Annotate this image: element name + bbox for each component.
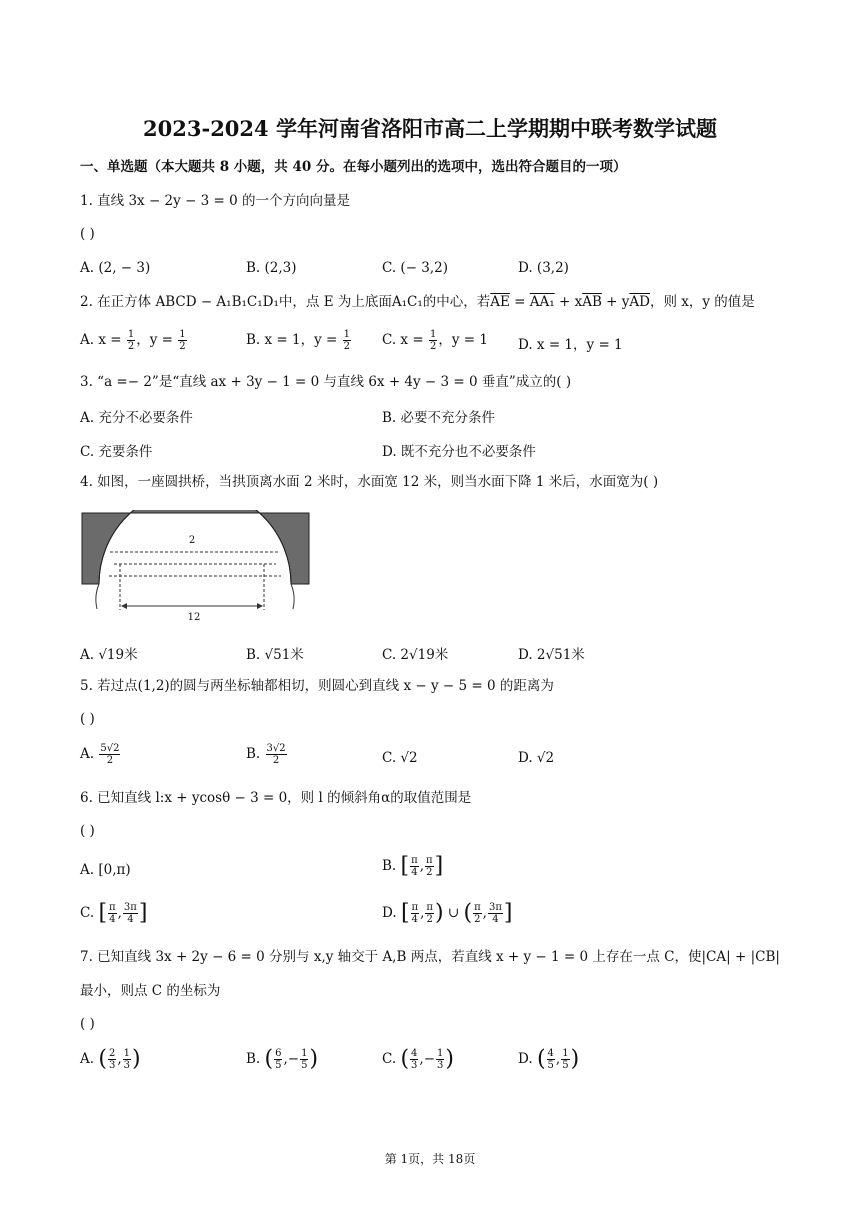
fraction xyxy=(488,902,503,925)
minus-sign: − xyxy=(423,1051,436,1067)
option-label: B. xyxy=(382,858,401,874)
question-4-option-a: A. √19米 xyxy=(80,647,138,663)
numerator: 3π xyxy=(488,902,502,913)
paren-close: ) xyxy=(445,1046,454,1072)
fraction xyxy=(425,902,434,925)
denominator: 4 xyxy=(411,914,418,925)
denominator: 2 xyxy=(343,341,350,352)
fraction xyxy=(561,1048,569,1071)
denominator: 2 xyxy=(106,755,114,766)
arch-curve xyxy=(99,510,291,584)
question-2-option-b xyxy=(246,328,352,352)
question-7-answer-blank: ( ) xyxy=(80,1016,95,1032)
question-3-option-a: A. 充分不必要条件 xyxy=(80,410,193,426)
fraction xyxy=(127,329,135,352)
vector-ae: $\overline{AE}$ xyxy=(490,294,510,310)
fraction xyxy=(99,743,120,766)
question-6-option-b xyxy=(382,855,443,878)
fraction xyxy=(429,329,437,352)
denominator: 5 xyxy=(301,1060,308,1071)
comma: , xyxy=(419,1051,424,1067)
numerator: 1 xyxy=(562,1048,569,1059)
paren-close: ) xyxy=(131,1046,141,1072)
question-5-option-b xyxy=(246,743,288,766)
denominator: 3 xyxy=(411,1060,418,1071)
question-7-option-d xyxy=(518,1048,579,1071)
paren-open: ( xyxy=(98,1046,107,1072)
question-2-stem-part-a: 2. 在正方体 ABCD − A₁B₁C₁D₁中，点 E 为上底面A₁C₁的中心，若 xyxy=(80,294,491,310)
q2-c-y-label: ，y = 1 xyxy=(438,332,488,348)
paren-close: ) xyxy=(434,900,444,926)
numerator: 3π xyxy=(123,902,137,913)
question-7-option-a xyxy=(80,1048,141,1071)
arch-left-extension xyxy=(96,584,99,609)
paren-open: ( xyxy=(400,1046,410,1072)
option-label: C. xyxy=(80,905,99,921)
fraction xyxy=(108,1048,116,1071)
question-4-option-b: B. √51米 xyxy=(246,647,304,663)
comma: , xyxy=(482,905,487,921)
numerator: 1 xyxy=(179,329,186,340)
question-7-stem-line-2: 最小，则点 C 的坐标为 xyxy=(80,983,221,999)
page-title: 2023-2024 学年河南省洛阳市高二上学期期中联考数学试题 xyxy=(143,116,717,141)
denominator: 3 xyxy=(108,1060,116,1071)
union-symbol: ∪ xyxy=(443,905,464,921)
q2-a-x-label: A. x = xyxy=(80,332,126,348)
option-label: B. xyxy=(246,1051,265,1067)
question-2-option-c xyxy=(382,328,488,352)
denominator: 3 xyxy=(123,1060,130,1071)
question-3-option-b: B. 必要不充分条件 xyxy=(382,410,496,426)
fraction xyxy=(274,1048,282,1071)
fraction xyxy=(425,855,434,878)
question-4-option-d: D. 2√51米 xyxy=(518,647,585,663)
question-6-option-d xyxy=(382,902,512,925)
plus-x: + x xyxy=(554,294,583,310)
fraction xyxy=(411,902,420,925)
denominator: 2 xyxy=(272,755,280,766)
plus-y: + y xyxy=(601,294,630,310)
vector-aa1: AA₁ xyxy=(529,294,555,310)
denominator: 4 xyxy=(492,914,499,925)
denominator: 2 xyxy=(426,914,433,925)
question-5-answer-blank: ( ) xyxy=(80,711,95,727)
question-5-stem: 5. 若过点(1,2)的圆与两坐标轴都相切，则圆心到直线 x − y − 5 = 0 的距离为 xyxy=(80,678,554,694)
question-6-option-c xyxy=(80,902,147,925)
question-7-stem-line-1: 7. 已知直线 3x + 2y − 6 = 0 分别与 x,y 轴交于 A,B 两点，若直线 x + y − 1 = 0 上存在一点 C，使|CA| + |CB| xyxy=(80,949,780,965)
option-label: D. xyxy=(382,905,401,921)
question-1-option-b: B. (2,3) xyxy=(246,260,297,276)
page-footer: 第 1页，共 18页 xyxy=(384,1152,476,1166)
comma: , xyxy=(117,905,122,921)
question-3-option-d: D. 既不充分也不必要条件 xyxy=(382,444,536,460)
paren-open: ( xyxy=(264,1046,274,1072)
denominator: 2 xyxy=(429,341,437,352)
numerator: 3√2 xyxy=(266,743,286,754)
vector-ab: $\overline{AB}$ xyxy=(582,294,602,310)
fraction xyxy=(266,743,287,766)
numerator: 5√2 xyxy=(100,743,120,754)
denominator: 2 xyxy=(179,341,186,352)
fraction xyxy=(473,902,482,925)
numerator: 1 xyxy=(127,329,135,340)
fraction xyxy=(410,1048,418,1071)
denominator: 2 xyxy=(127,341,135,352)
comma: , xyxy=(420,905,425,921)
question-1-answer-blank: ( ) xyxy=(80,226,95,242)
fraction xyxy=(123,1048,131,1071)
denominator: 5 xyxy=(547,1060,554,1071)
bracket-open: [ xyxy=(98,900,108,926)
figure-label-top: 2 xyxy=(188,535,196,546)
question-6-stem: 6. 已知直线 l:x + ycosθ − 3 = 0，则 l 的倾斜角α的取值范围是 xyxy=(80,790,472,806)
bracket-open: [ xyxy=(400,900,410,926)
question-5-option-d: D. √2 xyxy=(518,750,555,766)
option-label: B. xyxy=(246,746,265,762)
denominator: 2 xyxy=(474,914,481,925)
numerator: 6 xyxy=(275,1048,282,1059)
question-3-stem: 3. “a =− 2”是“直线 ax + 3y − 1 = 0 与直线 6x + 4y − 3 = 0 垂直”成立的( ) xyxy=(80,374,572,390)
fraction xyxy=(300,1048,308,1071)
question-7-option-b xyxy=(246,1048,318,1071)
question-2-stem-part-b: ，则 x，y 的值是 xyxy=(649,294,755,310)
question-4-option-c: C. 2√19米 xyxy=(382,647,449,663)
option-label: A. xyxy=(80,746,99,762)
fraction xyxy=(343,329,351,352)
numerator: 4 xyxy=(547,1048,554,1059)
denominator: 4 xyxy=(109,914,116,925)
paren-close: ) xyxy=(309,1046,319,1072)
paren-open: ( xyxy=(536,1046,546,1072)
comma: , xyxy=(117,1051,122,1067)
q2-a-y-label: ，y = xyxy=(136,332,178,348)
fraction xyxy=(547,1048,555,1071)
question-6-option-a: A. [0,π) xyxy=(80,862,131,878)
numerator: π xyxy=(474,902,481,913)
option-label: C. xyxy=(382,1051,401,1067)
question-4-stem: 4. 如图，一座圆拱桥，当拱顶离水面 2 米时，水面宽 12 米，则当水面下降 1 米后，水面宽为( ) xyxy=(80,474,659,490)
numerator: 1 xyxy=(437,1048,444,1059)
paren-open: ( xyxy=(463,900,473,926)
question-5-option-a xyxy=(80,743,121,766)
question-1-option-a: A. (2, − 3) xyxy=(80,260,151,276)
vector-ad: $\overline{AD}$ xyxy=(629,294,650,310)
numerator: 4 xyxy=(411,1048,418,1059)
figure-label-bottom: 12 xyxy=(187,612,201,623)
paren-close: ) xyxy=(570,1046,580,1072)
question-2-stem xyxy=(80,293,755,311)
question-2-option-a xyxy=(80,328,188,352)
denominator: 5 xyxy=(562,1060,569,1071)
comma: , xyxy=(555,1051,561,1067)
denominator: 2 xyxy=(426,867,433,878)
comma: , xyxy=(283,1051,288,1067)
q2-b-label: B. x = 1，y = xyxy=(246,332,342,348)
bracket-open: [ xyxy=(400,853,410,879)
equals-sign: = xyxy=(509,294,530,310)
fraction xyxy=(436,1048,444,1071)
numerator: 1 xyxy=(429,329,437,340)
numerator: π xyxy=(109,902,116,913)
numerator: 2 xyxy=(108,1048,116,1059)
numerator: 1 xyxy=(301,1048,308,1059)
fraction xyxy=(410,855,419,878)
denominator: 4 xyxy=(127,914,134,925)
bracket-close: ] xyxy=(434,853,444,879)
fraction xyxy=(108,902,117,925)
numerator: π xyxy=(426,902,433,913)
question-6-answer-blank: ( ) xyxy=(80,823,95,839)
question-1-option-d: D. (3,2) xyxy=(518,260,569,276)
denominator: 5 xyxy=(275,1060,282,1071)
arch-bridge-figure xyxy=(80,510,320,626)
question-1-stem: 1. 直线 3x − 2y − 3 = 0 的一个方向向量是 xyxy=(80,193,351,209)
question-1-option-c: C. (− 3,2) xyxy=(382,260,449,276)
fraction xyxy=(123,902,138,925)
option-label: D. xyxy=(518,1051,537,1067)
bridge-body xyxy=(82,510,309,584)
minus-sign: − xyxy=(287,1051,300,1067)
numerator: 1 xyxy=(123,1048,130,1059)
question-3-option-c: C. 充要条件 xyxy=(80,444,153,460)
numerator: π xyxy=(411,902,419,913)
denominator: 4 xyxy=(411,867,418,878)
numerator: 1 xyxy=(343,329,350,340)
bracket-close: ] xyxy=(503,900,513,926)
comma: , xyxy=(419,858,424,874)
option-label: A. xyxy=(80,1051,99,1067)
bracket-close: ] xyxy=(138,900,148,926)
question-7-option-c xyxy=(382,1048,454,1071)
question-5-option-c: C. √2 xyxy=(382,750,418,766)
fraction xyxy=(178,329,186,352)
arch-right-extension xyxy=(291,584,294,609)
denominator: 3 xyxy=(437,1060,444,1071)
question-2-option-d: D. x = 1，y = 1 xyxy=(518,337,623,353)
section-heading: 一、单选题（本大题共 8 小题，共 40 分。在每小题列出的选项中，选出符合题目的一项） xyxy=(80,159,627,175)
q2-c-x-label: C. x = xyxy=(382,332,428,348)
numerator: π xyxy=(425,855,433,866)
numerator: π xyxy=(411,855,418,866)
